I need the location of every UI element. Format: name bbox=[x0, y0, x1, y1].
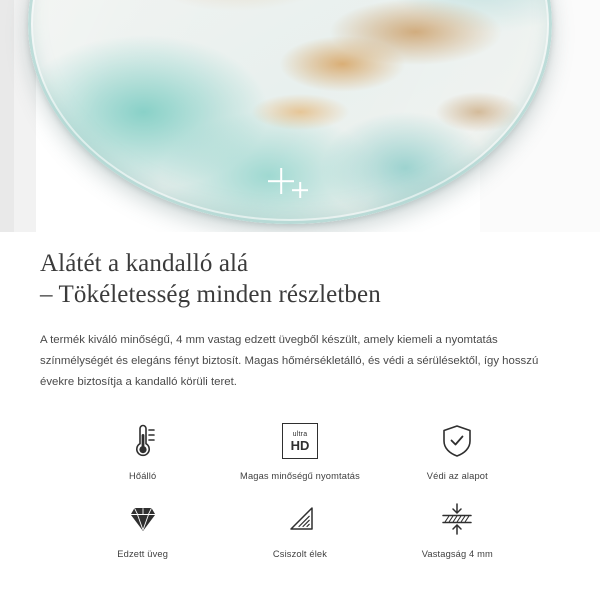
shield-check-icon bbox=[437, 419, 477, 463]
thickness-arrows-icon bbox=[435, 497, 479, 541]
feature-item bbox=[221, 497, 378, 559]
feature-label: Védi az alapot bbox=[426, 471, 488, 481]
diamond-icon bbox=[123, 497, 163, 541]
ultra-hd-top-label: ultra bbox=[292, 430, 308, 438]
feature-label: Vastagság 4 mm bbox=[421, 549, 493, 559]
glass-panel-product bbox=[28, 0, 552, 224]
feature-label: Csiszolt élek bbox=[272, 549, 328, 559]
description-paragraph: A termék kiváló minőségű, 4 mm vastag edzett üvegből készült, amely kiemeli a nyomtatás színmélységét és elegáns fényt biztosít. Magas hőmérsékletálló, és védi a sérülésektől, így hosszú évekre biztosítja a kandalló körüli teret. bbox=[40, 334, 539, 388]
feature-item bbox=[64, 419, 221, 481]
ultra-hd-bottom-label: HD bbox=[290, 437, 310, 453]
headline-line-2: – Tökéletesség minden részletben bbox=[40, 281, 381, 308]
thermometer-icon bbox=[123, 419, 163, 463]
hero-left-edge bbox=[0, 0, 14, 232]
feature-item bbox=[379, 497, 536, 559]
feature-grid bbox=[40, 419, 560, 559]
headline-line-1: Alátét a kandalló alá bbox=[40, 250, 249, 277]
polished-edges-icon bbox=[280, 497, 320, 541]
ultra-hd-icon bbox=[282, 419, 318, 463]
page-title bbox=[40, 248, 560, 310]
feature-item bbox=[221, 419, 378, 481]
feature-item bbox=[64, 497, 221, 559]
feature-item bbox=[379, 419, 536, 481]
hero-image bbox=[0, 0, 600, 232]
feature-label: Edzett üveg bbox=[117, 549, 169, 559]
feature-label: Hőálló bbox=[129, 471, 157, 481]
feature-label: Magas minőségű nyomtatás bbox=[240, 471, 360, 481]
content-section bbox=[0, 248, 600, 559]
